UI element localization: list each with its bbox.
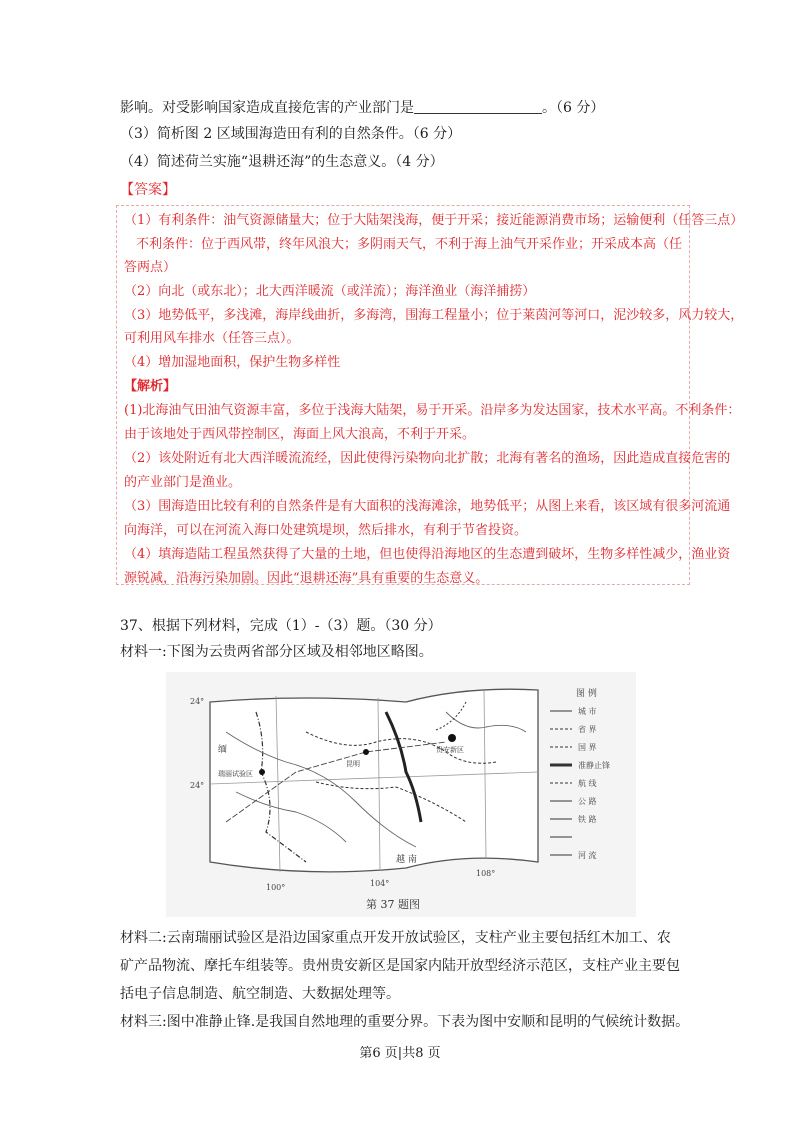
answer-2: （2）向北（或东北）；北大西洋暖流（或洋流）；海洋渔业（海洋捕捞） xyxy=(124,284,536,299)
map-figure xyxy=(166,672,636,917)
place-label: 瑞丽试验区 xyxy=(218,770,253,778)
analysis-3b: 向海洋，可以在河流入海口处建筑堤坝，然后排水，有利于节省投资。 xyxy=(124,523,528,538)
lat-label-bottom: 24° xyxy=(190,781,205,790)
legend-label: 准静止锋 xyxy=(578,761,610,770)
question-3: （3）简析图 2 区域围海造田有利的自然条件。（6 分） xyxy=(120,126,462,142)
material-3: 材料三:图中准静止锋.是我国自然地理的重要分界。下表为图中安顺和昆明的气候统计数据。 xyxy=(120,1014,690,1030)
material-1: 材料一:下图为云贵两省部分区域及相邻地区略图。 xyxy=(120,644,433,660)
legend-label: 铁 路 xyxy=(578,815,597,824)
question-4: （4）简述荷兰实施“退耕还海”的生态意义。（4 分） xyxy=(120,154,444,170)
answer-1-cont: 不利条件：位于西风带，终年风浪大；多阴雨天气，不利于海上油气开采作业；开采成本高（任 xyxy=(136,237,683,252)
map-caption: 第 37 题图 xyxy=(366,898,420,911)
legend-label: 河 流 xyxy=(578,851,597,860)
analysis-1b: 由于该地处于西风带控制区，海面上风大浪高，不利于开采。 xyxy=(124,427,476,442)
legend-label: 公 路 xyxy=(578,797,597,806)
lon-label: 104° xyxy=(370,879,390,888)
analysis-4a: （4）填海造陆工程虽然获得了大量的土地，但也使得沿海地区的生态遭到破坏，生物多样性减少，渔业资 xyxy=(124,547,731,562)
question-text: 影响。对受影响国家造成直接危害的产业部门是 xyxy=(120,100,414,116)
lon-label: 108° xyxy=(476,869,496,878)
legend-title: 图 例 xyxy=(576,689,597,699)
material-2a: 材料二:云南瑞丽试验区是沿边国家重点开发开放试验区，支柱产业主要包括红木加工、农 xyxy=(120,930,671,946)
material-2b: 矿产品物流、摩托车组装等。贵州贵安新区是国家内陆开放型经济示范区，支柱产业主要包 xyxy=(120,958,680,974)
answer-4: （4）增加湿地面积，保护生物多样性 xyxy=(124,355,341,370)
answer-header: 【答案】 xyxy=(120,182,176,198)
legend-label: 城 市 xyxy=(578,707,597,716)
analysis-2a: （2）该处附近有北大西洋暖流流经，因此使得污染物向北扩散；北海有著名的渔场，因此造成直接危害的 xyxy=(124,451,731,466)
map-frame xyxy=(210,689,538,872)
analysis-2b: 的产业部门是渔业。 xyxy=(124,475,242,490)
analysis-4b: 源锐减，沿海污染加剧。因此“退耕还海”具有重要的生态意义。 xyxy=(124,571,489,586)
city-dot xyxy=(259,769,265,775)
answer-1: （1）有利条件：油气资源储量大；位于大陆架浅海，便于开采；接近能源消费市场；运输便利（任答三点） xyxy=(124,213,744,228)
place-label: 昆明 xyxy=(346,760,360,768)
city-dot xyxy=(363,749,369,755)
map-legend xyxy=(550,687,610,860)
question-37-title: 37、根据下列材料，完成（1）-（3）题。（30 分） xyxy=(120,618,442,634)
page-footer: 第6 页|共8 页 xyxy=(359,1046,441,1061)
city-dot xyxy=(448,734,456,742)
lon-label: 100° xyxy=(266,883,286,892)
answer-3: （3）地势低平，多浅滩，海岸线曲折，多海湾，围海工程量小；位于莱茵河等河口，泥沙较多，风力较大， xyxy=(124,308,744,323)
place-label: 越 南 xyxy=(396,855,417,865)
place-label: 缅 xyxy=(218,745,228,755)
question-score: 。（6 分） xyxy=(542,100,605,116)
answer-1-cont2: 答两点） xyxy=(124,260,177,275)
lat-label-top: 24° xyxy=(190,697,205,706)
analysis-header: 【解析】 xyxy=(124,379,177,394)
analysis-3a: （3）围海造田比较有利的自然条件是有大面积的浅海滩涂，地势低平；从图上来看，该区域有很多河流通 xyxy=(124,499,731,514)
region-map xyxy=(166,672,636,917)
answer-3-cont: 可利用风车排水（任答三点）。 xyxy=(124,331,300,346)
question-2-line xyxy=(120,98,604,118)
answer-blank xyxy=(414,99,542,114)
analysis-1a: (1)北海油气田油气资源丰富，多位于浅海大陆架，易于开采。沿岸多为发达国家，技术水平高。不利条件： xyxy=(124,403,741,418)
material-2c: 括电子信息制造、航空制造、大数据处理等。 xyxy=(120,986,400,1002)
place-label: 贵安新区 xyxy=(436,746,464,754)
legend-label: 航 线 xyxy=(578,779,597,788)
legend-label: 国 界 xyxy=(578,743,597,752)
legend-label: 省 界 xyxy=(578,725,597,734)
